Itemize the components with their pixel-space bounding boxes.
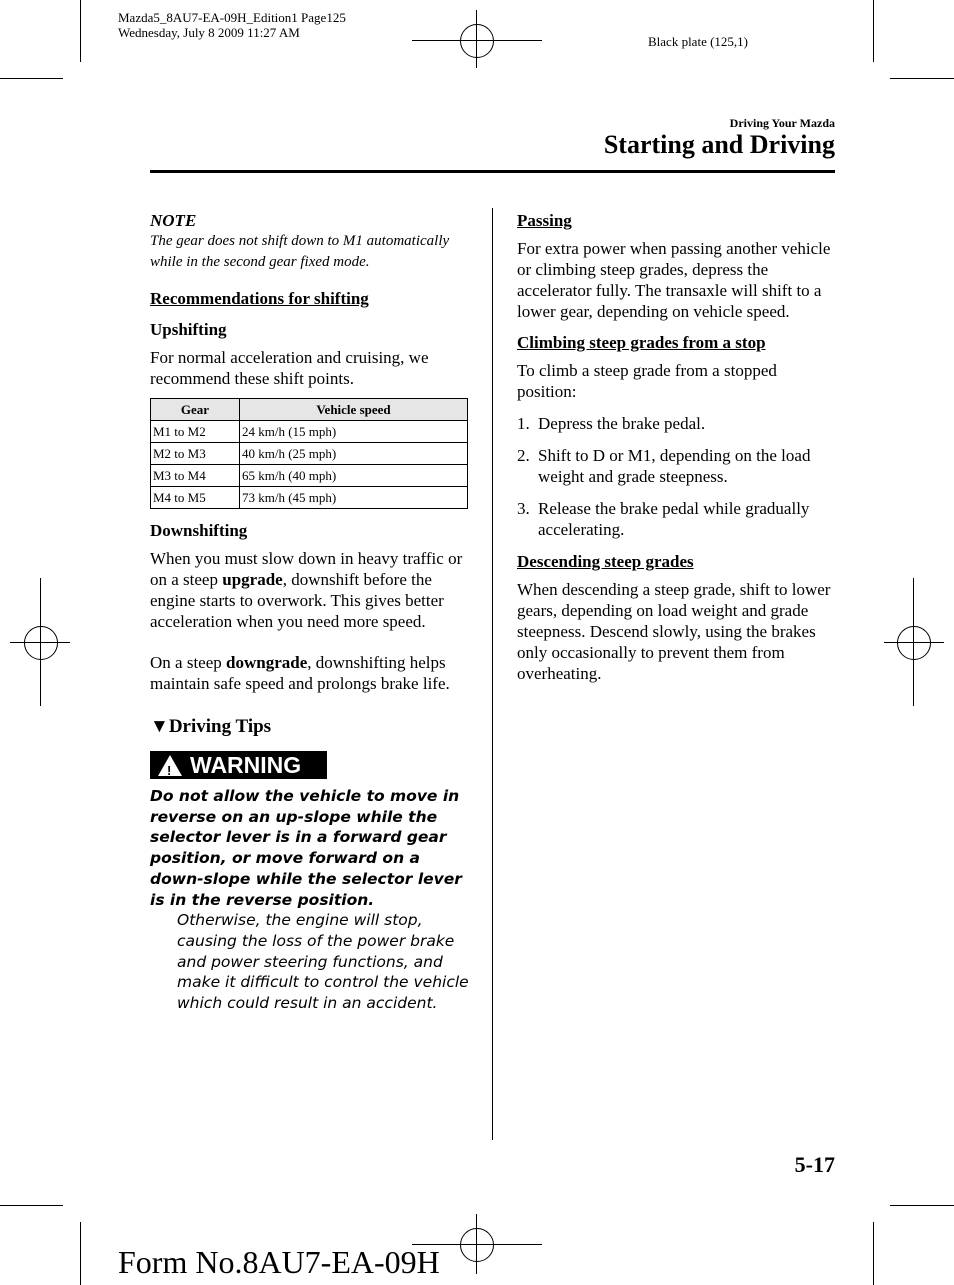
table-row bbox=[151, 487, 468, 509]
title-rule bbox=[150, 170, 835, 173]
driving-tips-heading bbox=[150, 716, 470, 737]
passing-text: For extra power when passing another vehicle or climbing steep grades, depress the accelerator fully. The transaxle will shift to a lower gear, depending on vehicle speed. bbox=[517, 239, 831, 321]
print-header-line1: Mazda5_8AU7-EA-09H_Edition1 Page125 bbox=[118, 10, 346, 25]
table-header-gear: Gear bbox=[151, 399, 240, 421]
table-row bbox=[151, 421, 468, 443]
warning-triangle-icon: ! bbox=[158, 755, 182, 776]
table-cell: M2 to M3 bbox=[151, 443, 240, 465]
crop-mark bbox=[890, 78, 954, 79]
crop-mark bbox=[873, 1222, 874, 1285]
registration-mark-right bbox=[884, 578, 944, 706]
table-cell: 40 km/h (25 mph) bbox=[240, 443, 468, 465]
table-header-row bbox=[151, 399, 468, 421]
descending-heading: Descending steep grades bbox=[517, 552, 694, 571]
crop-mark bbox=[80, 0, 81, 62]
climbing-steps bbox=[517, 413, 837, 540]
left-column bbox=[150, 210, 470, 1014]
crop-mark bbox=[0, 78, 63, 79]
registration-mark-left bbox=[10, 578, 70, 706]
table-row bbox=[151, 443, 468, 465]
upshifting-heading: Upshifting bbox=[150, 320, 227, 339]
shift-points-table bbox=[150, 398, 468, 509]
passing-heading: Passing bbox=[517, 211, 572, 230]
registration-mark-top bbox=[412, 10, 542, 70]
page-number: 5-17 bbox=[794, 1152, 835, 1177]
warning-label: WARNING bbox=[190, 751, 302, 778]
climbing-text: To climb a steep grade from a stopped position: bbox=[517, 361, 777, 401]
form-number: Form No.8AU7-EA-09H bbox=[118, 1244, 440, 1280]
upshifting-text: For normal acceleration and cruising, we recommend these shift points. bbox=[150, 348, 429, 388]
crop-mark bbox=[80, 1222, 81, 1285]
crop-mark bbox=[0, 1205, 63, 1206]
table-header-speed: Vehicle speed bbox=[240, 399, 468, 421]
plate-label: Black plate (125,1) bbox=[648, 34, 748, 49]
crop-mark bbox=[890, 1205, 954, 1206]
print-header-line2: Wednesday, July 8 2009 11:27 AM bbox=[118, 25, 300, 40]
list-item: 3. Release the brake pedal while gradually accelerating. bbox=[517, 499, 810, 539]
list-item: 1. Depress the brake pedal. bbox=[517, 414, 706, 433]
descending-text: When descending a steep grade, shift to lower gears, depending on load weight and grade steepness. Descend slowly, using the brakes only occasionally to prevent them from overheating. bbox=[517, 580, 831, 683]
triangle-down-icon: ▼ bbox=[150, 716, 169, 737]
note-text: The gear does not shift down to M1 automatically while in the second gear fixed mode. bbox=[150, 233, 450, 270]
section-label: Driving Your Mazda bbox=[729, 116, 835, 130]
warning-badge bbox=[150, 751, 327, 779]
driving-tips-title: Driving Tips bbox=[168, 716, 272, 737]
page-title: Starting and Driving bbox=[603, 130, 835, 159]
downshifting-text-1: When you must slow down in heavy traffic or on a steep upgrade, downshift before the engine starts to overwork. This gives better acceleration when you need more speed. bbox=[150, 549, 463, 631]
downshifting-text-2: On a steep downgrade, downshifting helps maintain safe speed and prolongs brake life. bbox=[150, 653, 450, 693]
downshifting-heading: Downshifting bbox=[150, 521, 248, 540]
print-header bbox=[118, 10, 458, 40]
table-cell: M4 to M5 bbox=[151, 487, 240, 509]
table-cell: 65 km/h (40 mph) bbox=[240, 465, 468, 487]
warning-text: Do not allow the vehicle to move in reverse on an up-slope while the selector lever is in a forward gear position, or move forward on a down-slope while the selector lever is in the reverse position. bbox=[150, 787, 462, 909]
column-divider bbox=[492, 208, 493, 1140]
list-item: 2. Shift to D or M1, depending on the load weight and grade steepness. bbox=[517, 446, 811, 486]
table-cell: 73 km/h (45 mph) bbox=[240, 487, 468, 509]
table-row bbox=[151, 465, 468, 487]
recommendations-heading: Recommendations for shifting bbox=[150, 289, 369, 308]
warning-detail: Otherwise, the engine will stop, causing the loss of the power brake and power steering functions, and make it difficult to control the vehicle which could result in an accident. bbox=[177, 911, 469, 1013]
table-cell: M1 to M2 bbox=[151, 421, 240, 443]
crop-mark bbox=[873, 0, 874, 62]
table-cell: M3 to M4 bbox=[151, 465, 240, 487]
table-cell: 24 km/h (15 mph) bbox=[240, 421, 468, 443]
note-title: NOTE bbox=[150, 211, 197, 230]
climbing-heading: Climbing steep grades from a stop bbox=[517, 333, 766, 352]
right-column bbox=[517, 210, 837, 684]
